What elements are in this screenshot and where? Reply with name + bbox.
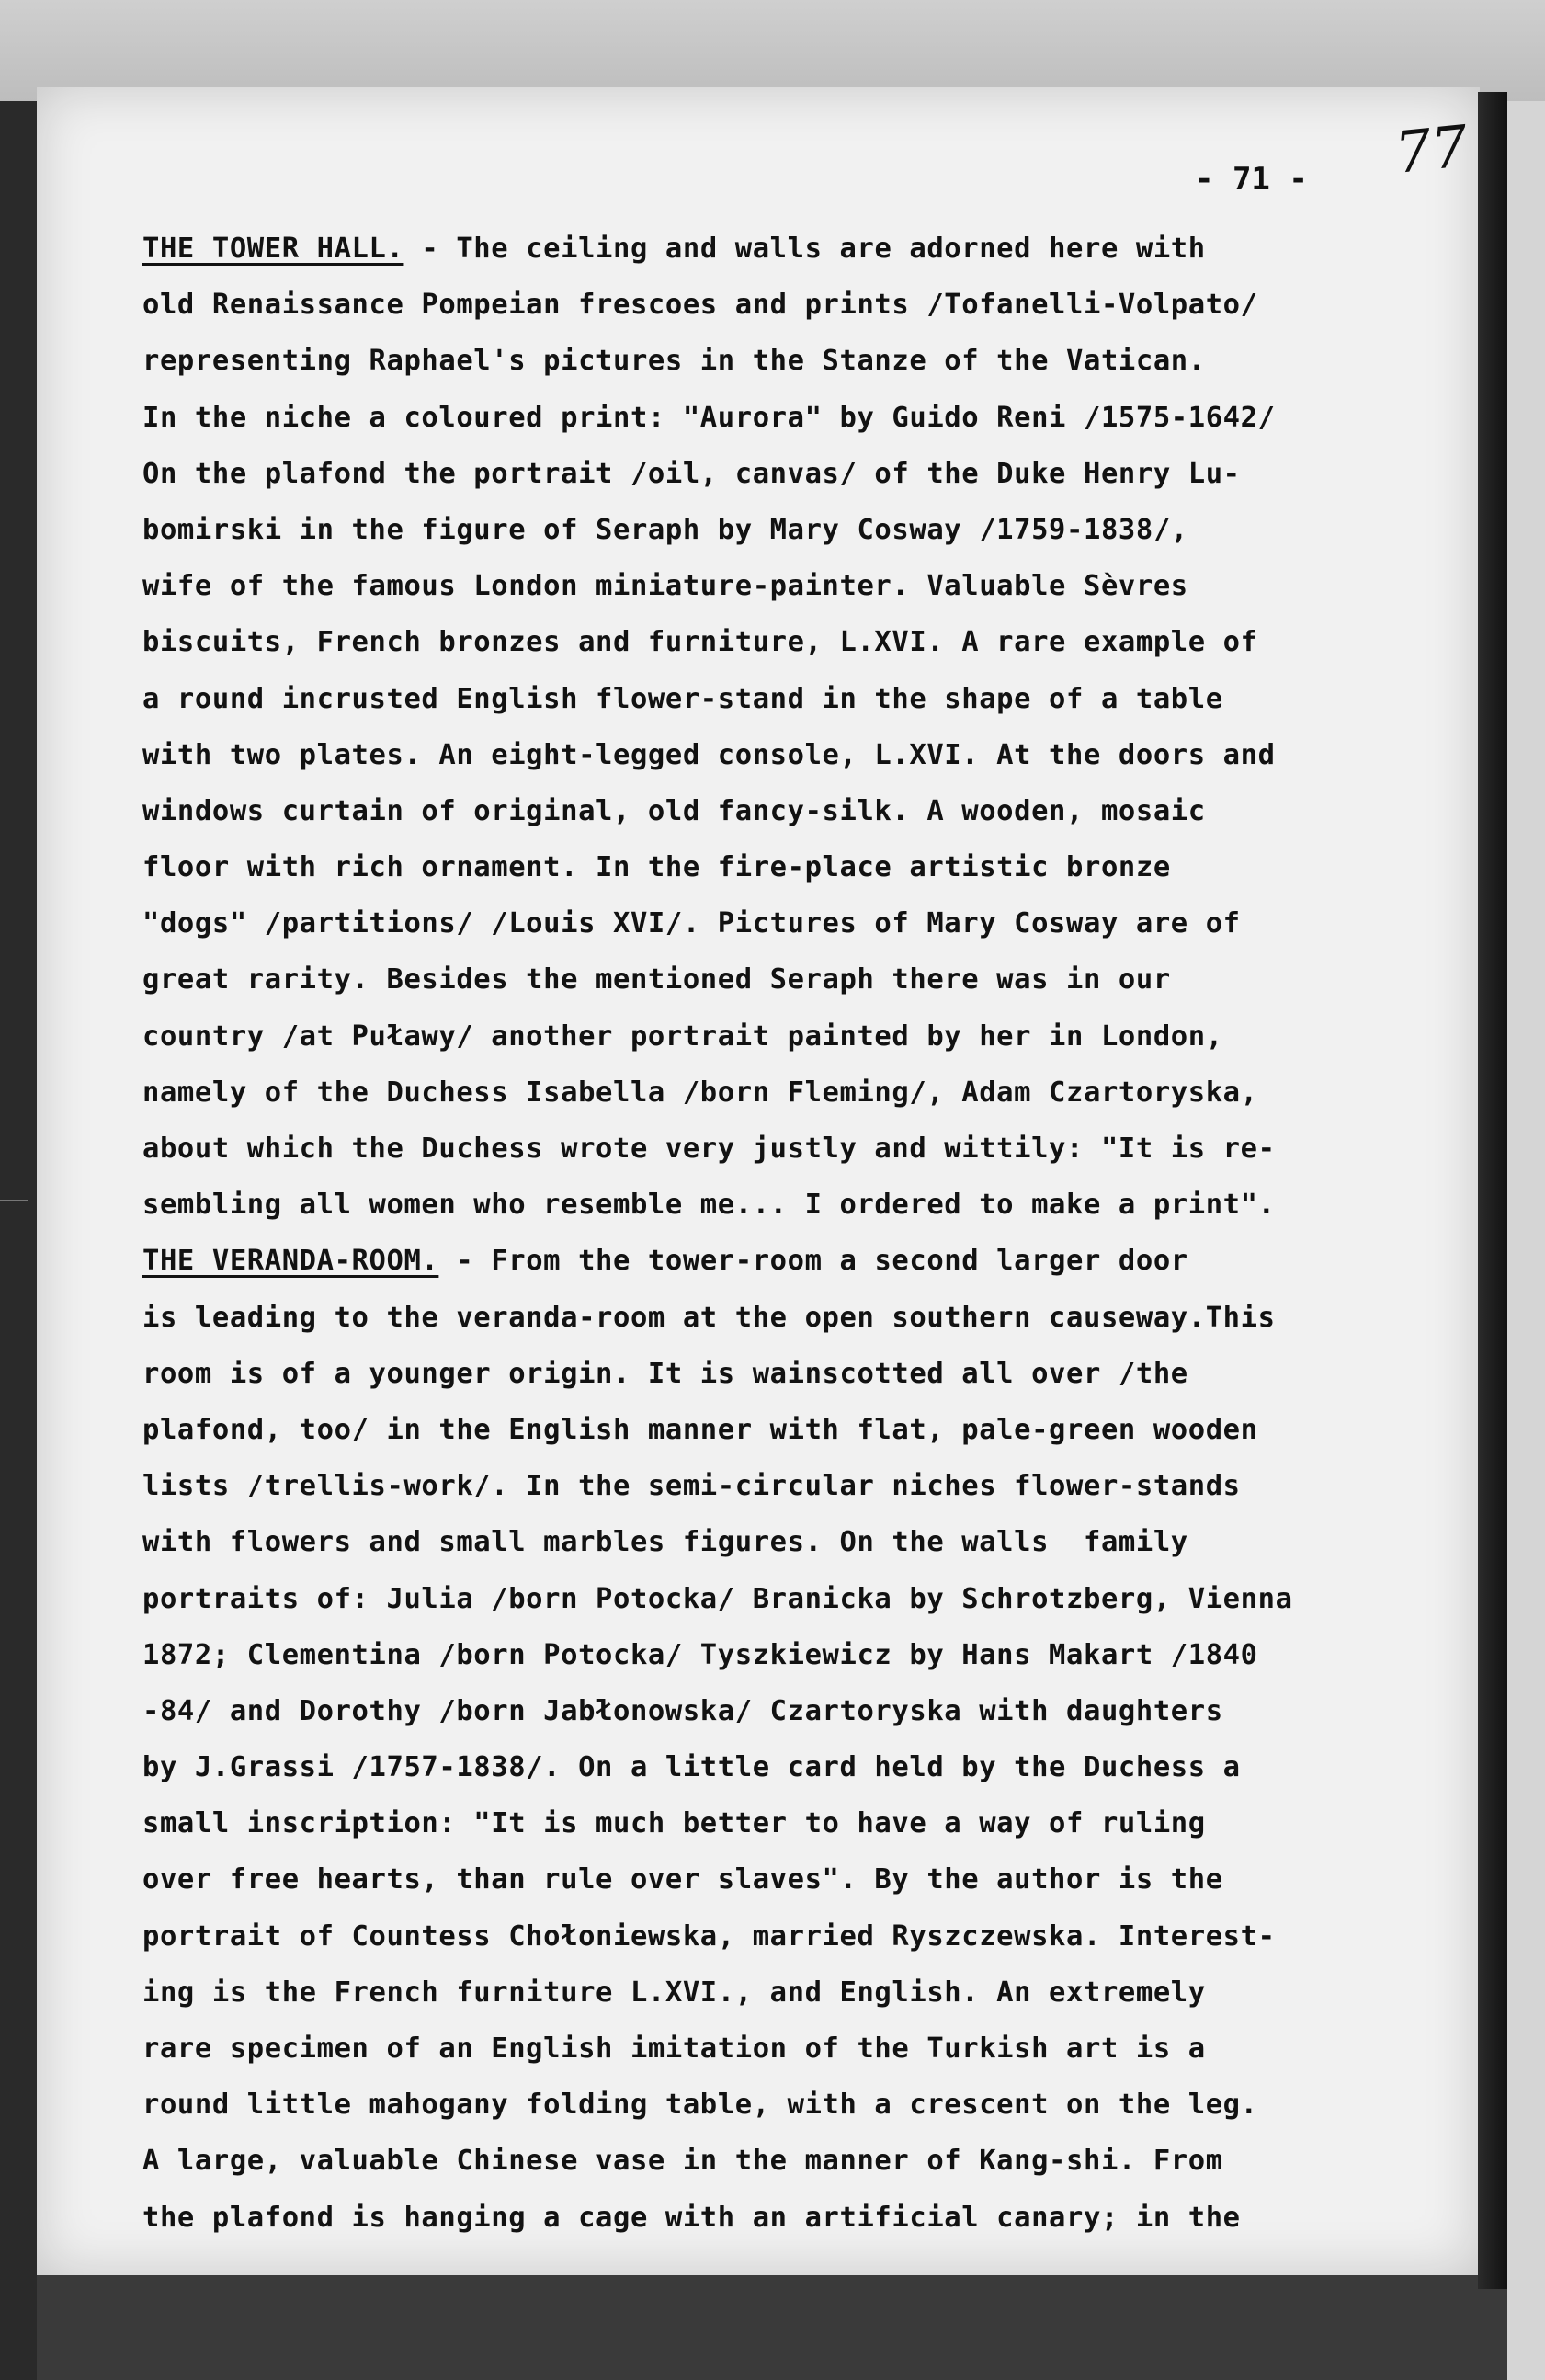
text-line: with two plates. An eight-legged console, L.XVI. At the doors and — [142, 738, 1276, 771]
text-line: with flowers and small marbles figures. On the walls family — [142, 1526, 1188, 1559]
text-line: by J.Grassi /1757-1838/. On a little card held by the Duchess a — [142, 1751, 1241, 1784]
text-line: the plafond is hanging a cage with an artificial canary; in the — [142, 2201, 1241, 2234]
text-line-content: - The ceiling and walls are adorned here with — [403, 233, 1206, 265]
text-line: is leading to the veranda-room at the open southern causeway.This — [142, 1301, 1276, 1334]
text-line: portrait of Countess Chołoniewska, married Ryszczewska. Interest- — [142, 1919, 1276, 1953]
scan-background-right — [1507, 101, 1545, 2380]
text-line — [142, 1233, 1466, 1289]
text-line: bomirski in the figure of Seraph by Mary Cosway /1759-1838/, — [142, 513, 1188, 546]
text-line: a round incrusted English flower-stand in the shape of a table — [142, 682, 1223, 715]
text-line-content: - From the tower-room a second larger door — [438, 1245, 1188, 1278]
text-line: round little mahogany folding table, with a crescent on the leg. — [142, 2089, 1258, 2122]
text-line: old Renaissance Pompeian frescoes and prints /Tofanelli-Volpato/ — [142, 289, 1258, 322]
text-line: A large, valuable Chinese vase in the manner of Kang-shi. From — [142, 2145, 1223, 2178]
margin-mark — [0, 1200, 28, 1201]
page-edge-shadow — [1478, 92, 1507, 2289]
text-line: floor with rich ornament. In the fire-place artistic bronze — [142, 851, 1171, 884]
text-line: windows curtain of original, old fancy-silk. A wooden, mosaic — [142, 794, 1206, 827]
text-line: over free hearts, than rule over slaves". By the author is the — [142, 1863, 1223, 1896]
text-line: about which the Duchess wrote very justly and wittily: "It is re- — [142, 1133, 1276, 1165]
text-line: room is of a younger origin. It is wainscotted all over /the — [142, 1357, 1188, 1390]
text-line: small inscription: "It is much better to have a way of ruling — [142, 1807, 1206, 1840]
text-line: namely of the Duchess Isabella /born Fleming/, Adam Czartoryska, — [142, 1076, 1258, 1109]
text-line: great rarity. Besides the mentioned Seraph there was in our — [142, 963, 1171, 996]
text-line: "dogs" /partitions/ /Louis XVI/. Pictures of Mary Cosway are of — [142, 907, 1241, 940]
text-line: country /at Puławy/ another portrait painted by her in London, — [142, 1019, 1223, 1053]
text-line: rare specimen of an English imitation of the Turkish art is a — [142, 2033, 1206, 2065]
handwritten-folio-number: 77 — [1392, 112, 1471, 187]
text-line: In the niche a coloured print: "Aurora" by Guido Reni /1575-1642/ — [142, 401, 1276, 434]
text-line: lists /trellis-work/. In the semi-circular niches flower-stands — [142, 1470, 1241, 1503]
folio-annotation — [1294, 83, 1515, 193]
text-line: plafond, too/ in the English manner with flat, pale-green wooden — [142, 1413, 1258, 1446]
document-body — [142, 221, 1466, 2246]
section-heading-tower-hall: THE TOWER HALL. — [142, 233, 404, 265]
text-line: On the plafond the portrait /oil, canvas/ of the Duke Henry Lu- — [142, 457, 1241, 490]
text-line: -84/ and Dorothy /born Jabłonowska/ Czartoryska with daughters — [142, 1694, 1223, 1727]
text-line: portraits of: Julia /born Potocka/ Branicka by Schrotzberg, Vienna — [142, 1582, 1293, 1615]
text-line: wife of the famous London miniature-painter. Valuable Sèvres — [142, 570, 1188, 603]
text-line: 1872; Clementina /born Potocka/ Tyszkiewicz by Hans Makart /1840 — [142, 1638, 1258, 1671]
page-number: - 71 - — [1195, 161, 1308, 198]
text-line: ing is the French furniture L.XVI., and English. An extremely — [142, 1976, 1206, 2009]
text-line: biscuits, French bronzes and furniture, L.XVI. A rare example of — [142, 626, 1258, 659]
text-line: representing Raphael's pictures in the Stanze of the Vatican. — [142, 345, 1206, 378]
text-line: sembling all women who resemble me... I ordered to make a print". — [142, 1189, 1276, 1222]
text-line — [142, 221, 1466, 277]
scan-background-left — [0, 101, 37, 2380]
section-heading-veranda-room: THE VERANDA-ROOM. — [142, 1245, 439, 1278]
